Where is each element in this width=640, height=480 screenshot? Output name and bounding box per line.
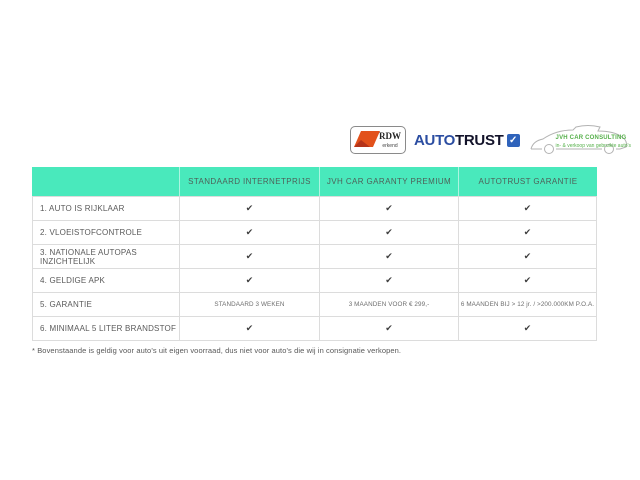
check-icon: ✔ xyxy=(320,317,459,341)
cell-text: STANDAARD 3 WEKEN xyxy=(180,293,320,317)
table-header-row xyxy=(32,167,597,196)
table-body xyxy=(32,196,597,341)
header-cell: STANDAARD INTERNETPRIJS xyxy=(180,167,320,196)
table-row xyxy=(33,293,597,317)
check-icon: ✔ xyxy=(459,317,597,341)
warranty-comparison-table xyxy=(32,167,597,341)
autotrust-logo[interactable] xyxy=(414,126,520,154)
svg-text:erkend: erkend xyxy=(382,143,398,149)
check-icon: ✔ xyxy=(459,245,597,269)
table-row xyxy=(33,221,597,245)
check-icon: ✔ xyxy=(320,221,459,245)
table-row xyxy=(33,245,597,269)
jvh-logo-subtitle: in- & verkoop van gebruikte auto's xyxy=(555,143,631,149)
row-label: 5. GARANTIE xyxy=(33,293,180,317)
jvh-car-consulting-logo[interactable] xyxy=(528,122,630,158)
table-row xyxy=(33,269,597,293)
jvh-logo-title: JVH CAR CONSULTING xyxy=(555,135,627,141)
table-row xyxy=(33,317,597,341)
row-label: 6. MINIMAAL 5 LITER BRANDSTOF xyxy=(33,317,180,341)
row-label: 3. NATIONALE AUTOPAS INZICHTELIJK xyxy=(33,245,180,269)
svg-text:RDW: RDW xyxy=(379,131,401,141)
check-icon: ✔ xyxy=(180,245,320,269)
header-cell: JVH CAR GARANTY PREMIUM xyxy=(320,167,459,196)
check-icon: ✔ xyxy=(180,317,320,341)
certification-logos xyxy=(350,120,631,160)
check-icon: ✔ xyxy=(320,269,459,293)
check-icon: ✔ xyxy=(459,221,597,245)
check-icon: ✔ xyxy=(320,245,459,269)
check-icon: ✔ xyxy=(180,221,320,245)
header-cell-empty xyxy=(32,167,180,196)
row-label: 1. AUTO IS RIJKLAAR xyxy=(33,197,180,221)
check-icon: ✔ xyxy=(180,269,320,293)
rdw-logo[interactable] xyxy=(350,126,406,154)
table-row xyxy=(33,197,597,221)
row-label: 4. GELDIGE APK xyxy=(33,269,180,293)
rdw-badge-icon xyxy=(350,126,406,154)
header-cell: AUTOTRUST GARANTIE xyxy=(478,177,578,186)
autotrust-wordmark-auto: AUTO xyxy=(414,131,456,149)
autotrust-check-icon: ✓ xyxy=(507,134,520,147)
cell-text: 3 MAANDEN VOOR € 299,- xyxy=(320,293,459,317)
cell-text: 6 MAANDEN BIJ > 12 jr. / >200.000KM P.O.A. xyxy=(459,293,597,317)
footnote: * Bovenstaande is geldig voor auto's uit eigen voorraad, dus niet voor auto's die wij in consignatie verkopen. xyxy=(32,346,402,355)
check-icon: ✔ xyxy=(180,197,320,221)
check-icon: ✔ xyxy=(459,197,597,221)
check-icon: ✔ xyxy=(320,197,459,221)
row-label: 2. VLOEISTOFCONTROLE xyxy=(33,221,180,245)
autotrust-wordmark-trust: TRUST xyxy=(455,131,504,149)
check-icon: ✔ xyxy=(459,269,597,293)
